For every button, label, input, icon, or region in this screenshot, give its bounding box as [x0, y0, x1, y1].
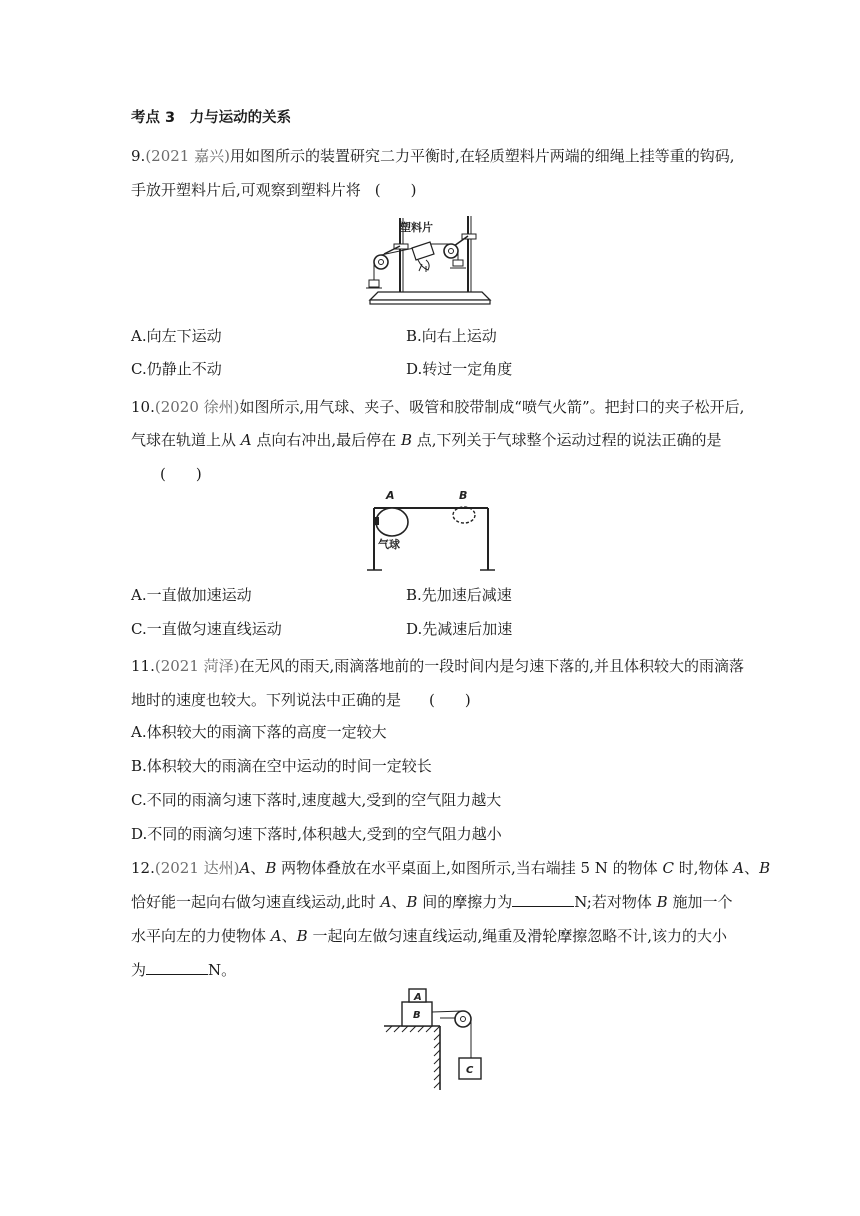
q11-option-a: A.体积较大的雨滴下落的高度一定较大 [131, 723, 387, 741]
q10-option-d: D.先减速后加速 [406, 620, 513, 638]
q10-text1: 如图所示,用气球、夹子、吸管和胶带制成“喷气火箭”。把封口的夹子松开后, [239, 398, 745, 416]
q10-option-a: A.一直做加速运动 [131, 586, 252, 604]
q12-number: 12. [131, 859, 155, 877]
q11-answer-paren: ( ) [429, 691, 471, 709]
q11-option-c: C.不同的雨滴匀速下落时,速度越大,受到的空气阻力越大 [131, 791, 502, 809]
q9-answer-paren: ( ) [374, 181, 417, 199]
q9-option-d: D.转过一定角度 [406, 360, 513, 378]
q10-option-c: C.一直做匀速直线运动 [131, 620, 282, 638]
q9-option-a: A.向左下运动 [131, 327, 222, 345]
q11-text1: 在无风的雨天,雨滴落地前的一段时间内是匀速下落的,并且体积较大的雨滴落 [239, 657, 745, 675]
q12-line4: 为 N。 [131, 961, 237, 979]
q12-line2: 恰好能一起向右做匀速直线运动,此时 A、B 间的摩擦力为 N;若对物体 B 施加一个 [131, 893, 733, 911]
q11-text2: 地时的速度也较大。下列说法中正确的是 [131, 691, 402, 709]
q9-line2 [131, 180, 417, 200]
q12-figure-label-c: C [466, 1065, 474, 1076]
q11-number: 11. [131, 657, 155, 675]
q11-option-b: B.体积较大的雨滴在空中运动的时间一定较长 [131, 757, 432, 775]
q9-number: 9. [131, 147, 146, 165]
q10-option-b: B.先加速后减速 [406, 586, 512, 604]
q9-text2: 手放开塑料片后,可观察到塑料片将 [131, 181, 361, 199]
q9-option-c: C.仍静止不动 [131, 360, 222, 378]
q10-figure-label-balloon: 气球 [378, 538, 400, 551]
q12-answer-blank-2[interactable] [146, 960, 208, 975]
q11-line1 [131, 656, 744, 676]
q12-figure [382, 988, 482, 1092]
q9-line1 [131, 146, 735, 166]
q9-option-b: B.向右上运动 [406, 327, 497, 345]
q10-line2: 气球在轨道上从 A 点向右冲出,最后停在 B 点,下列关于气球整个运动过程的说法正确的是 [131, 431, 722, 449]
q11-option-d: D.不同的雨滴匀速下落时,体积越大,受到的空气阻力越小 [131, 825, 502, 843]
q9-source: (2021 嘉兴) [145, 147, 230, 165]
q9-text1: 用如图所示的装置研究二力平衡时,在轻质塑料片两端的细绳上挂等重的钩码, [229, 147, 735, 165]
q12-line3: 水平向左的力使物体 A、B 一起向左做匀速直线运动,绳重及滑轮摩擦忽略不计,该力的大小 [131, 927, 727, 945]
q12-answer-blank-1[interactable] [512, 892, 574, 907]
q9-figure [360, 208, 500, 310]
q12-figure-label-a: A [414, 992, 422, 1003]
q10-number: 10. [131, 398, 155, 416]
q12-figure-label-b: B [413, 1010, 421, 1021]
q10-answer-paren: ( ) [160, 465, 202, 483]
q10-line1 [131, 397, 744, 417]
q9-figure-label: 塑料片 [400, 221, 433, 234]
q10-source: (2020 徐州) [154, 398, 240, 416]
q10-figure [364, 486, 498, 576]
q11-line2 [131, 690, 471, 710]
section-heading: 考点 3 力与运动的关系 [131, 110, 292, 126]
q12-source: (2021 达州) [154, 859, 240, 877]
q10-figure-label-b: B [459, 489, 468, 502]
q11-source: (2021 菏泽) [154, 657, 240, 675]
q10-figure-label-a: A [386, 489, 395, 502]
q12-line1: 12.(2021 达州)A、B 两物体叠放在水平桌面上,如图所示,当右端挂 5 N 的物体 C 时,物体 A、B [131, 859, 771, 877]
